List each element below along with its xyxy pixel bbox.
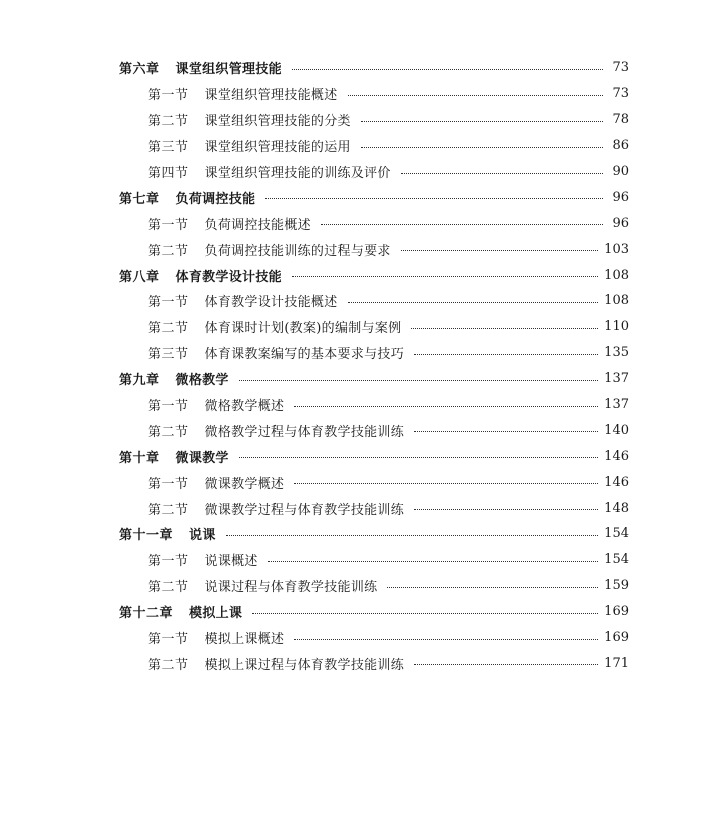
dot-leader xyxy=(292,68,603,70)
toc-entry-title: 说课过程与体育教学技能训练 xyxy=(204,580,378,596)
toc-entry-number: 第九章 xyxy=(119,373,160,389)
toc-entry-page: 108 xyxy=(604,267,629,283)
toc-entry-title: 微课教学 xyxy=(175,450,229,466)
dot-leader xyxy=(321,223,603,225)
toc-entry-title: 微格教学过程与体育教学技能训练 xyxy=(204,424,405,440)
dot-leader xyxy=(414,508,598,510)
toc-entry-number: 第三节 xyxy=(148,140,189,156)
toc-entry-number: 第一节 xyxy=(148,632,189,648)
toc-entry-page: 154 xyxy=(604,526,629,542)
toc-entry-title: 课堂组织管理技能的训练及评价 xyxy=(204,166,391,181)
toc-entry-number: 第二节 xyxy=(148,114,189,130)
toc-entry-title: 说课 xyxy=(189,528,216,544)
toc-entry-number: 第八章 xyxy=(119,269,160,285)
toc-entry-title: 负荷调控技能 xyxy=(175,191,256,207)
toc-section-entry[interactable] xyxy=(0,495,702,521)
toc-entry-page: 78 xyxy=(612,112,629,128)
toc-section-entry[interactable] xyxy=(0,210,702,236)
toc-entry-page: 86 xyxy=(612,138,629,154)
toc-entry-page: 171 xyxy=(604,655,629,671)
toc-entry-page: 90 xyxy=(612,164,629,179)
toc-entry-page: 148 xyxy=(604,500,629,516)
toc-entry-number: 第二节 xyxy=(148,424,189,440)
toc-entry-page: 110 xyxy=(604,319,629,335)
toc-chapter-entry[interactable] xyxy=(0,443,702,469)
toc-entry-page: 96 xyxy=(612,215,629,231)
toc-entry-page: 140 xyxy=(604,422,629,438)
toc-chapter-entry[interactable] xyxy=(0,521,702,547)
toc-entry-number: 第二节 xyxy=(148,657,189,673)
toc-section-entry[interactable] xyxy=(0,469,702,495)
toc-entry-page: 108 xyxy=(604,293,629,309)
toc-section-entry[interactable] xyxy=(0,236,702,262)
toc-entry-page: 169 xyxy=(604,604,629,620)
toc-entry-title: 微课教学过程与体育教学技能训练 xyxy=(204,502,405,518)
toc-entry-number: 第十一章 xyxy=(119,528,174,544)
dot-leader xyxy=(294,405,598,407)
dot-leader xyxy=(294,638,598,640)
toc-section-entry[interactable] xyxy=(0,547,702,573)
toc-entry-number: 第一节 xyxy=(148,88,189,104)
toc-entry-page: 154 xyxy=(604,552,629,568)
toc-section-entry[interactable] xyxy=(0,81,702,107)
dot-leader xyxy=(348,94,603,96)
toc-entry-title: 模拟上课 xyxy=(189,606,243,622)
dot-leader xyxy=(252,612,598,614)
dot-leader xyxy=(411,327,598,329)
toc-entry-number: 第十章 xyxy=(119,450,160,466)
dot-leader xyxy=(414,430,598,432)
toc-entry-page: 135 xyxy=(604,345,629,361)
dot-leader xyxy=(401,172,603,174)
toc-entry-title: 微格教学 xyxy=(175,373,229,389)
toc-entry-title: 课堂组织管理技能的运用 xyxy=(204,140,351,156)
toc-entry-page: 159 xyxy=(604,578,629,594)
toc-entry-title: 课堂组织管理技能概述 xyxy=(204,88,338,104)
toc-entry-number: 第十二章 xyxy=(119,606,174,622)
toc-entry-number: 第四节 xyxy=(148,166,189,181)
dot-leader xyxy=(387,586,598,588)
toc-entry-title: 微课教学概述 xyxy=(204,476,285,492)
toc-entry-number: 第七章 xyxy=(119,191,160,207)
dot-leader xyxy=(292,275,598,277)
toc-entry-page: 73 xyxy=(612,86,629,102)
toc-section-entry[interactable] xyxy=(0,288,702,314)
toc-entry-page: 96 xyxy=(612,189,629,205)
toc-entry-title: 负荷调控技能概述 xyxy=(204,217,311,233)
toc-chapter-entry[interactable] xyxy=(0,366,702,392)
toc-section-entry[interactable] xyxy=(0,417,702,443)
toc-entry-page: 169 xyxy=(604,630,629,646)
dot-leader xyxy=(361,120,603,122)
toc-entry-title: 微格教学概述 xyxy=(204,399,285,415)
dot-leader xyxy=(414,663,598,665)
toc-entry-title: 课堂组织管理技能的分类 xyxy=(204,114,351,130)
toc-section-entry[interactable] xyxy=(0,133,702,159)
toc-entry-page: 73 xyxy=(612,60,629,76)
toc-entry-number: 第二节 xyxy=(148,580,189,596)
toc-section-entry[interactable] xyxy=(0,314,702,340)
toc-section-entry[interactable] xyxy=(0,107,702,133)
toc-entry-title: 体育课时计划(教案)的编制与案例 xyxy=(204,321,402,337)
toc-entry-title: 说课概述 xyxy=(204,554,258,570)
dot-leader xyxy=(348,301,599,303)
toc-entry-number: 第一节 xyxy=(148,399,189,415)
dot-leader xyxy=(226,534,599,536)
dot-leader xyxy=(401,249,598,251)
toc-entry-number: 第一节 xyxy=(148,217,189,233)
dot-leader xyxy=(414,353,598,355)
dot-leader xyxy=(268,560,598,562)
toc-entry-title: 体育教学设计技能 xyxy=(175,269,282,285)
dot-leader xyxy=(361,146,603,148)
toc-entry-page: 146 xyxy=(604,474,629,490)
toc-chapter-entry[interactable] xyxy=(0,55,702,81)
toc-section-entry[interactable] xyxy=(0,340,702,366)
toc-entry-page: 103 xyxy=(604,241,629,257)
toc-chapter-entry[interactable] xyxy=(0,262,702,288)
toc-entry-page: 137 xyxy=(604,371,629,387)
dot-leader xyxy=(265,197,603,199)
dot-leader xyxy=(239,379,598,381)
toc-entry-title: 体育教学设计技能概述 xyxy=(204,295,338,311)
toc-entry-number: 第二节 xyxy=(148,243,189,259)
dot-leader xyxy=(294,482,598,484)
toc-entry-title: 模拟上课概述 xyxy=(204,632,285,648)
toc-chapter-entry[interactable] xyxy=(0,184,702,210)
table-of-contents xyxy=(0,55,702,676)
toc-section-entry[interactable] xyxy=(0,573,702,599)
toc-entry-title: 体育课教案编写的基本要求与技巧 xyxy=(204,347,405,363)
toc-entry-title: 模拟上课过程与体育教学技能训练 xyxy=(204,657,405,673)
toc-section-entry[interactable] xyxy=(0,650,702,676)
toc-section-entry[interactable] xyxy=(0,392,702,418)
toc-section-entry[interactable] xyxy=(0,625,702,651)
toc-entry-title: 负荷调控技能训练的过程与要求 xyxy=(204,243,391,259)
toc-entry-page: 137 xyxy=(604,397,629,413)
toc-entry-number: 第三节 xyxy=(148,347,189,363)
toc-section-entry[interactable] xyxy=(0,159,702,185)
toc-chapter-entry[interactable] xyxy=(0,599,702,625)
dot-leader xyxy=(239,456,598,458)
toc-entry-number: 第一节 xyxy=(148,554,189,570)
toc-entry-page: 146 xyxy=(604,448,629,464)
toc-entry-number: 第二节 xyxy=(148,502,189,518)
toc-entry-number: 第一节 xyxy=(148,295,189,311)
toc-entry-number: 第六章 xyxy=(119,62,160,78)
toc-entry-title: 课堂组织管理技能 xyxy=(175,62,282,78)
toc-entry-number: 第二节 xyxy=(148,321,189,337)
toc-entry-number: 第一节 xyxy=(148,476,189,492)
